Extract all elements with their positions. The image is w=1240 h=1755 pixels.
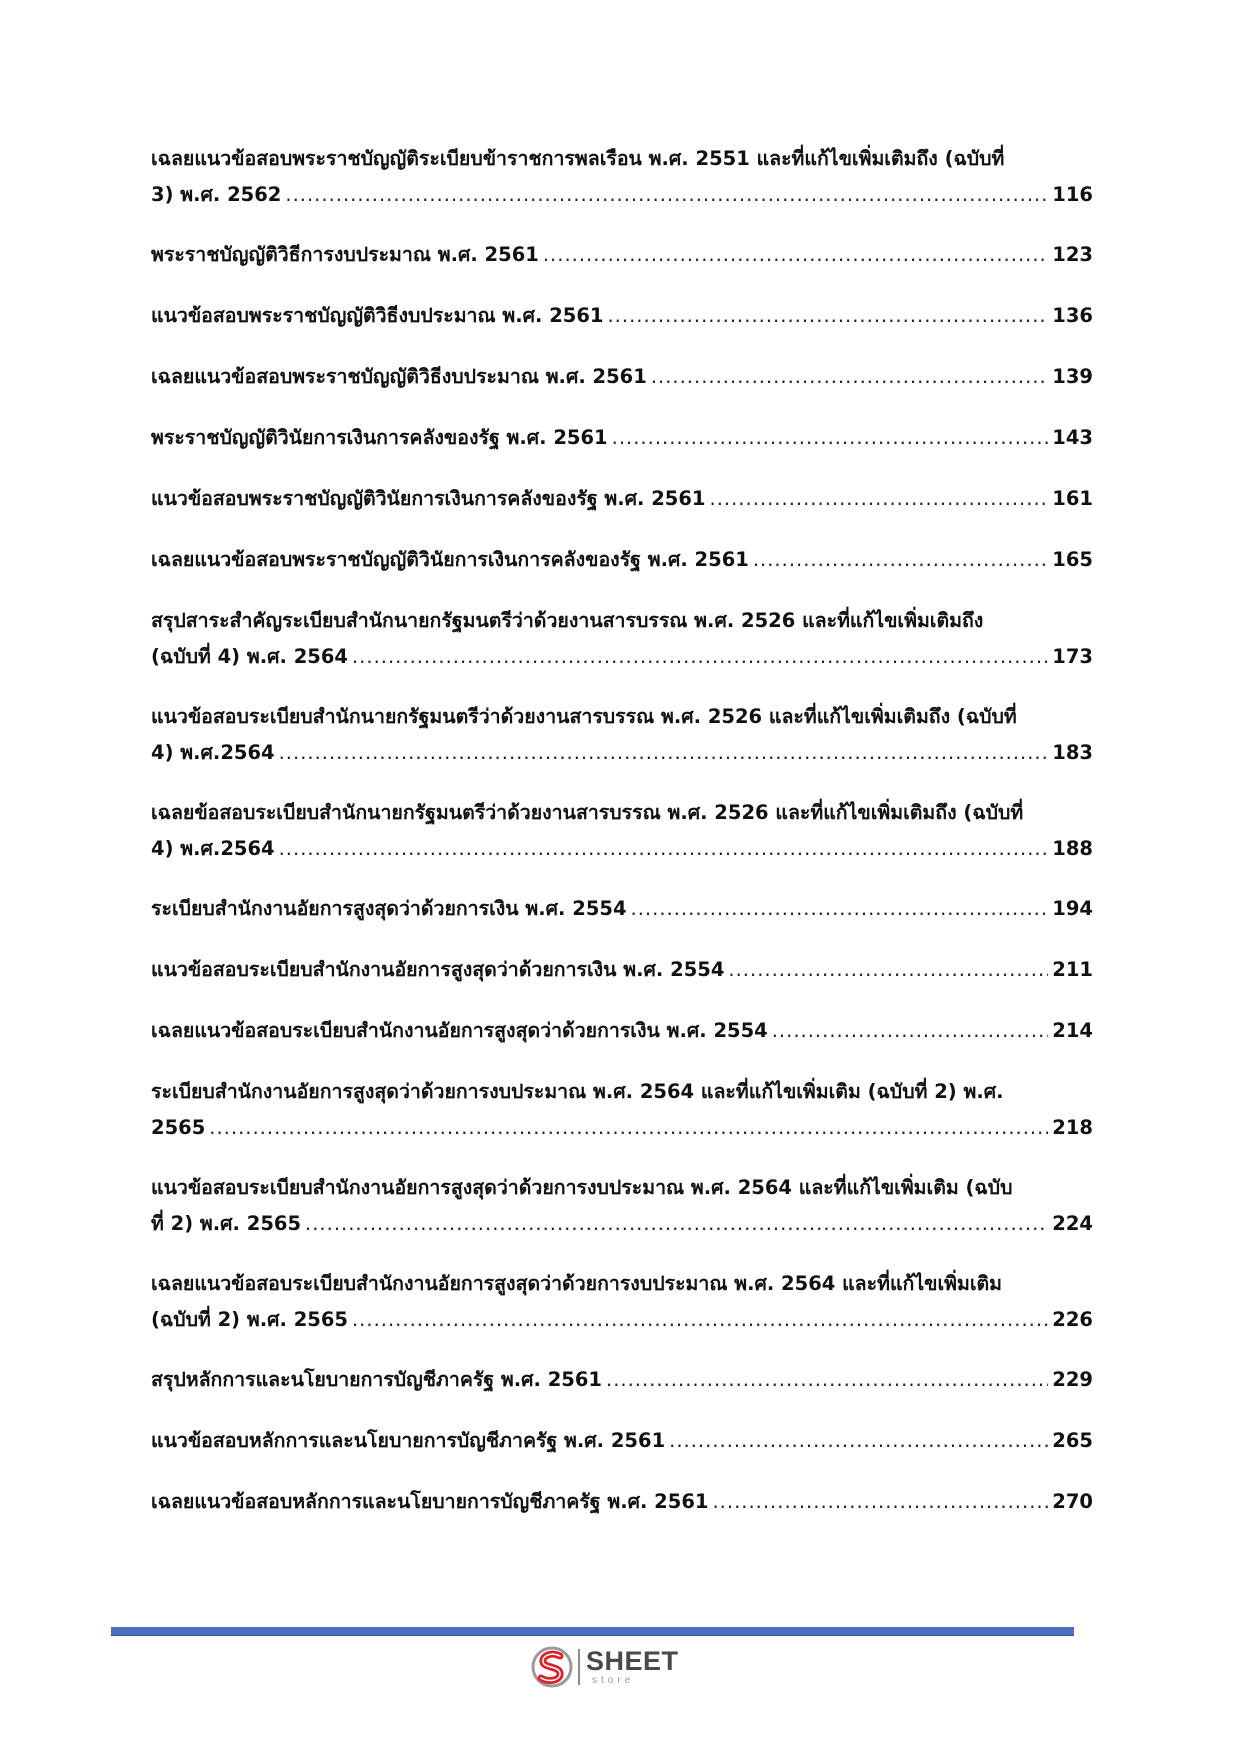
dot-leader <box>285 177 1048 213</box>
dot-leader <box>352 639 1048 675</box>
toc-entry-title-line: 2565 <box>151 1116 206 1139</box>
footer-divider <box>111 1627 1074 1636</box>
toc-entry-title-line: (ฉบับที่ 4) พ.ศ. 2564 <box>151 645 348 668</box>
dot-leader <box>631 891 1049 927</box>
toc-page-number: 183 <box>1052 741 1093 764</box>
dot-leader <box>651 359 1048 395</box>
toc-entry-last-line <box>151 735 1093 771</box>
toc-entry-last-line <box>151 952 1093 988</box>
toc-entry[interactable] <box>151 1074 1093 1146</box>
toc-entry-title-line: แนวข้อสอบระเบียบสำนักนายกรัฐมนตรีว่าด้วยงานสารบรรณ พ.ศ. 2526 และที่แก้ไขเพิ่มเติมถึง (ฉบับที่ <box>151 705 1017 728</box>
brand-wordmark <box>586 1648 679 1686</box>
toc-entry[interactable] <box>151 1362 1093 1398</box>
toc-entry-last-line <box>151 481 1093 517</box>
toc-entry[interactable] <box>151 891 1093 927</box>
dot-leader <box>279 831 1049 867</box>
toc-page-number: 226 <box>1052 1308 1093 1331</box>
toc-entry-last-line <box>151 298 1093 334</box>
toc-entry[interactable] <box>151 795 1093 867</box>
toc-entry-title-line: สรุปสาระสำคัญระเบียบสำนักนายกรัฐมนตรีว่าด้วยงานสารบรรณ พ.ศ. 2526 และที่แก้ไขเพิ่มเติมถึง <box>151 609 984 632</box>
toc-page-number: 123 <box>1052 243 1093 266</box>
toc-entry[interactable] <box>151 298 1093 334</box>
toc-entry-last-line <box>151 1302 1093 1338</box>
dot-leader <box>607 298 1048 334</box>
toc-entry-title-line: เฉลยข้อสอบระเบียบสำนักนายกรัฐมนตรีว่าด้วยงานสารบรรณ พ.ศ. 2526 และที่แก้ไขเพิ่มเติมถึง (ฉบับที่ <box>151 801 1024 824</box>
toc-page-number: 218 <box>1052 1116 1093 1139</box>
toc-entry-title-line: สรุปหลักการและนโยบายการบัญชีภาครัฐ พ.ศ. 2561 <box>151 1368 603 1391</box>
toc-entry-last-line <box>151 237 1093 273</box>
toc-entry-title-line: พระราชบัญญัติวินัยการเงินการคลังของรัฐ พ.ศ. 2561 <box>151 426 608 449</box>
toc-entry-last-line <box>151 177 1093 213</box>
toc-entry-title-line: (ฉบับที่ 2) พ.ศ. 2565 <box>151 1308 348 1331</box>
toc-entry-last-line <box>151 831 1093 867</box>
toc-entry-last-line <box>151 1013 1093 1049</box>
toc-entry-title-line: ระเบียบสำนักงานอัยการสูงสุดว่าด้วยการเงิน พ.ศ. 2554 <box>151 897 627 920</box>
toc-entry-title-line: 4) พ.ศ.2564 <box>151 837 275 860</box>
toc-entry-title-line: แนวข้อสอบพระราชบัญญัติวินัยการเงินการคลังของรัฐ พ.ศ. 2561 <box>151 487 706 510</box>
toc-page-number: 224 <box>1052 1212 1093 1235</box>
toc-entry-title-line: แนวข้อสอบหลักการและนโยบายการบัญชีภาครัฐ พ.ศ. 2561 <box>151 1429 666 1452</box>
toc-entry-title-line: แนวข้อสอบระเบียบสำนักงานอัยการสูงสุดว่าด้วยการงบประมาณ พ.ศ. 2564 และที่แก้ไขเพิ่มเติม (ฉบับ <box>151 1176 1013 1199</box>
toc-entry-title-line: เฉลยแนวข้อสอบพระราชบัญญัติวิธีงบประมาณ พ.ศ. 2561 <box>151 365 647 388</box>
toc-page-number: 143 <box>1052 426 1093 449</box>
toc-page-number: 139 <box>1052 365 1093 388</box>
toc-entry-title-line: แนวข้อสอบระเบียบสำนักงานอัยการสูงสุดว่าด้วยการเงิน พ.ศ. 2554 <box>151 958 725 981</box>
toc-page-number: 165 <box>1052 548 1093 571</box>
dot-leader <box>352 1302 1048 1338</box>
sheet-store-logo-icon <box>530 1645 574 1689</box>
toc-entry-last-line <box>151 359 1093 395</box>
dot-leader <box>209 1110 1048 1146</box>
toc-entry-title-line: ระเบียบสำนักงานอัยการสูงสุดว่าด้วยการงบประมาณ พ.ศ. 2564 และที่แก้ไขเพิ่มเติม (ฉบับที่ 2) พ.ศ. <box>151 1080 1004 1103</box>
toc-entry[interactable] <box>151 1170 1093 1242</box>
logo-divider <box>578 1649 580 1685</box>
toc-page-number: 270 <box>1052 1490 1093 1513</box>
toc-entry[interactable] <box>151 1423 1093 1459</box>
toc-entry-last-line <box>151 542 1093 578</box>
toc-entry-title-line: เฉลยแนวข้อสอบระเบียบสำนักงานอัยการสูงสุดว่าด้วยการงบประมาณ พ.ศ. 2564 และที่แก้ไขเพิ่มเติม <box>151 1272 1003 1295</box>
toc-entry-title-line: เฉลยแนวข้อสอบพระราชบัญญัติวินัยการเงินการคลังของรัฐ พ.ศ. 2561 <box>151 548 749 571</box>
dot-leader <box>543 237 1048 273</box>
toc-entry-last-line <box>151 639 1093 675</box>
table-of-contents <box>151 141 1093 1545</box>
toc-entry[interactable] <box>151 542 1093 578</box>
toc-entry-last-line <box>151 1206 1093 1242</box>
toc-entry-last-line <box>151 891 1093 927</box>
toc-entry-title-line: พระราชบัญญัติวิธีการงบประมาณ พ.ศ. 2561 <box>151 243 539 266</box>
dot-leader <box>710 481 1049 517</box>
dot-leader <box>305 1206 1048 1242</box>
toc-entry[interactable] <box>151 699 1093 771</box>
toc-entry[interactable] <box>151 237 1093 273</box>
toc-entry-title-line: ที่ 2) พ.ศ. 2565 <box>151 1212 302 1235</box>
toc-entry[interactable] <box>151 481 1093 517</box>
toc-page-number: 214 <box>1052 1019 1093 1042</box>
toc-page-number: 136 <box>1052 304 1093 327</box>
toc-entry[interactable] <box>151 141 1093 213</box>
dot-leader <box>712 1484 1048 1520</box>
toc-page-number: 229 <box>1052 1368 1093 1391</box>
toc-entry[interactable] <box>151 420 1093 456</box>
toc-entry[interactable] <box>151 359 1093 395</box>
dot-leader <box>772 1013 1049 1049</box>
dot-leader <box>669 1423 1048 1459</box>
toc-entry-last-line <box>151 420 1093 456</box>
toc-entry[interactable] <box>151 1013 1093 1049</box>
dot-leader <box>728 952 1048 988</box>
toc-entry-last-line <box>151 1484 1093 1520</box>
toc-entry[interactable] <box>151 603 1093 675</box>
dot-leader <box>279 735 1049 771</box>
brand-name: SHEET <box>586 1646 679 1676</box>
dot-leader <box>753 542 1048 578</box>
toc-entry[interactable] <box>151 1484 1093 1520</box>
toc-page-number: 194 <box>1052 897 1093 920</box>
toc-entry-title-line: 4) พ.ศ.2564 <box>151 741 275 764</box>
toc-entry-title-line: เฉลยแนวข้อสอบระเบียบสำนักงานอัยการสูงสุดว่าด้วยการเงิน พ.ศ. 2554 <box>151 1019 768 1042</box>
footer-logo <box>530 1645 679 1689</box>
toc-page-number: 116 <box>1052 183 1093 206</box>
dot-leader <box>612 420 1049 456</box>
toc-entry-title-line: 3) พ.ศ. 2562 <box>151 183 282 206</box>
toc-page-number: 161 <box>1052 487 1093 510</box>
toc-entry-title-line: เฉลยแนวข้อสอบพระราชบัญญัติระเบียบข้าราชการพลเรือน พ.ศ. 2551 และที่แก้ไขเพิ่มเติมถึง (ฉบับที่ <box>151 147 1005 170</box>
brand-subtitle: store <box>592 1675 635 1686</box>
dot-leader <box>606 1362 1048 1398</box>
toc-entry[interactable] <box>151 1266 1093 1338</box>
toc-entry[interactable] <box>151 952 1093 988</box>
toc-entry-title-line: แนวข้อสอบพระราชบัญญัติวิธีงบประมาณ พ.ศ. 2561 <box>151 304 604 327</box>
toc-entry-title-line: เฉลยแนวข้อสอบหลักการและนโยบายการบัญชีภาครัฐ พ.ศ. 2561 <box>151 1490 709 1513</box>
toc-page-number: 188 <box>1052 837 1093 860</box>
toc-page-number: 211 <box>1052 958 1093 981</box>
toc-page-number: 265 <box>1052 1429 1093 1452</box>
toc-entry-last-line <box>151 1362 1093 1398</box>
toc-entry-last-line <box>151 1423 1093 1459</box>
toc-page-number: 173 <box>1052 645 1093 668</box>
toc-entry-last-line <box>151 1110 1093 1146</box>
